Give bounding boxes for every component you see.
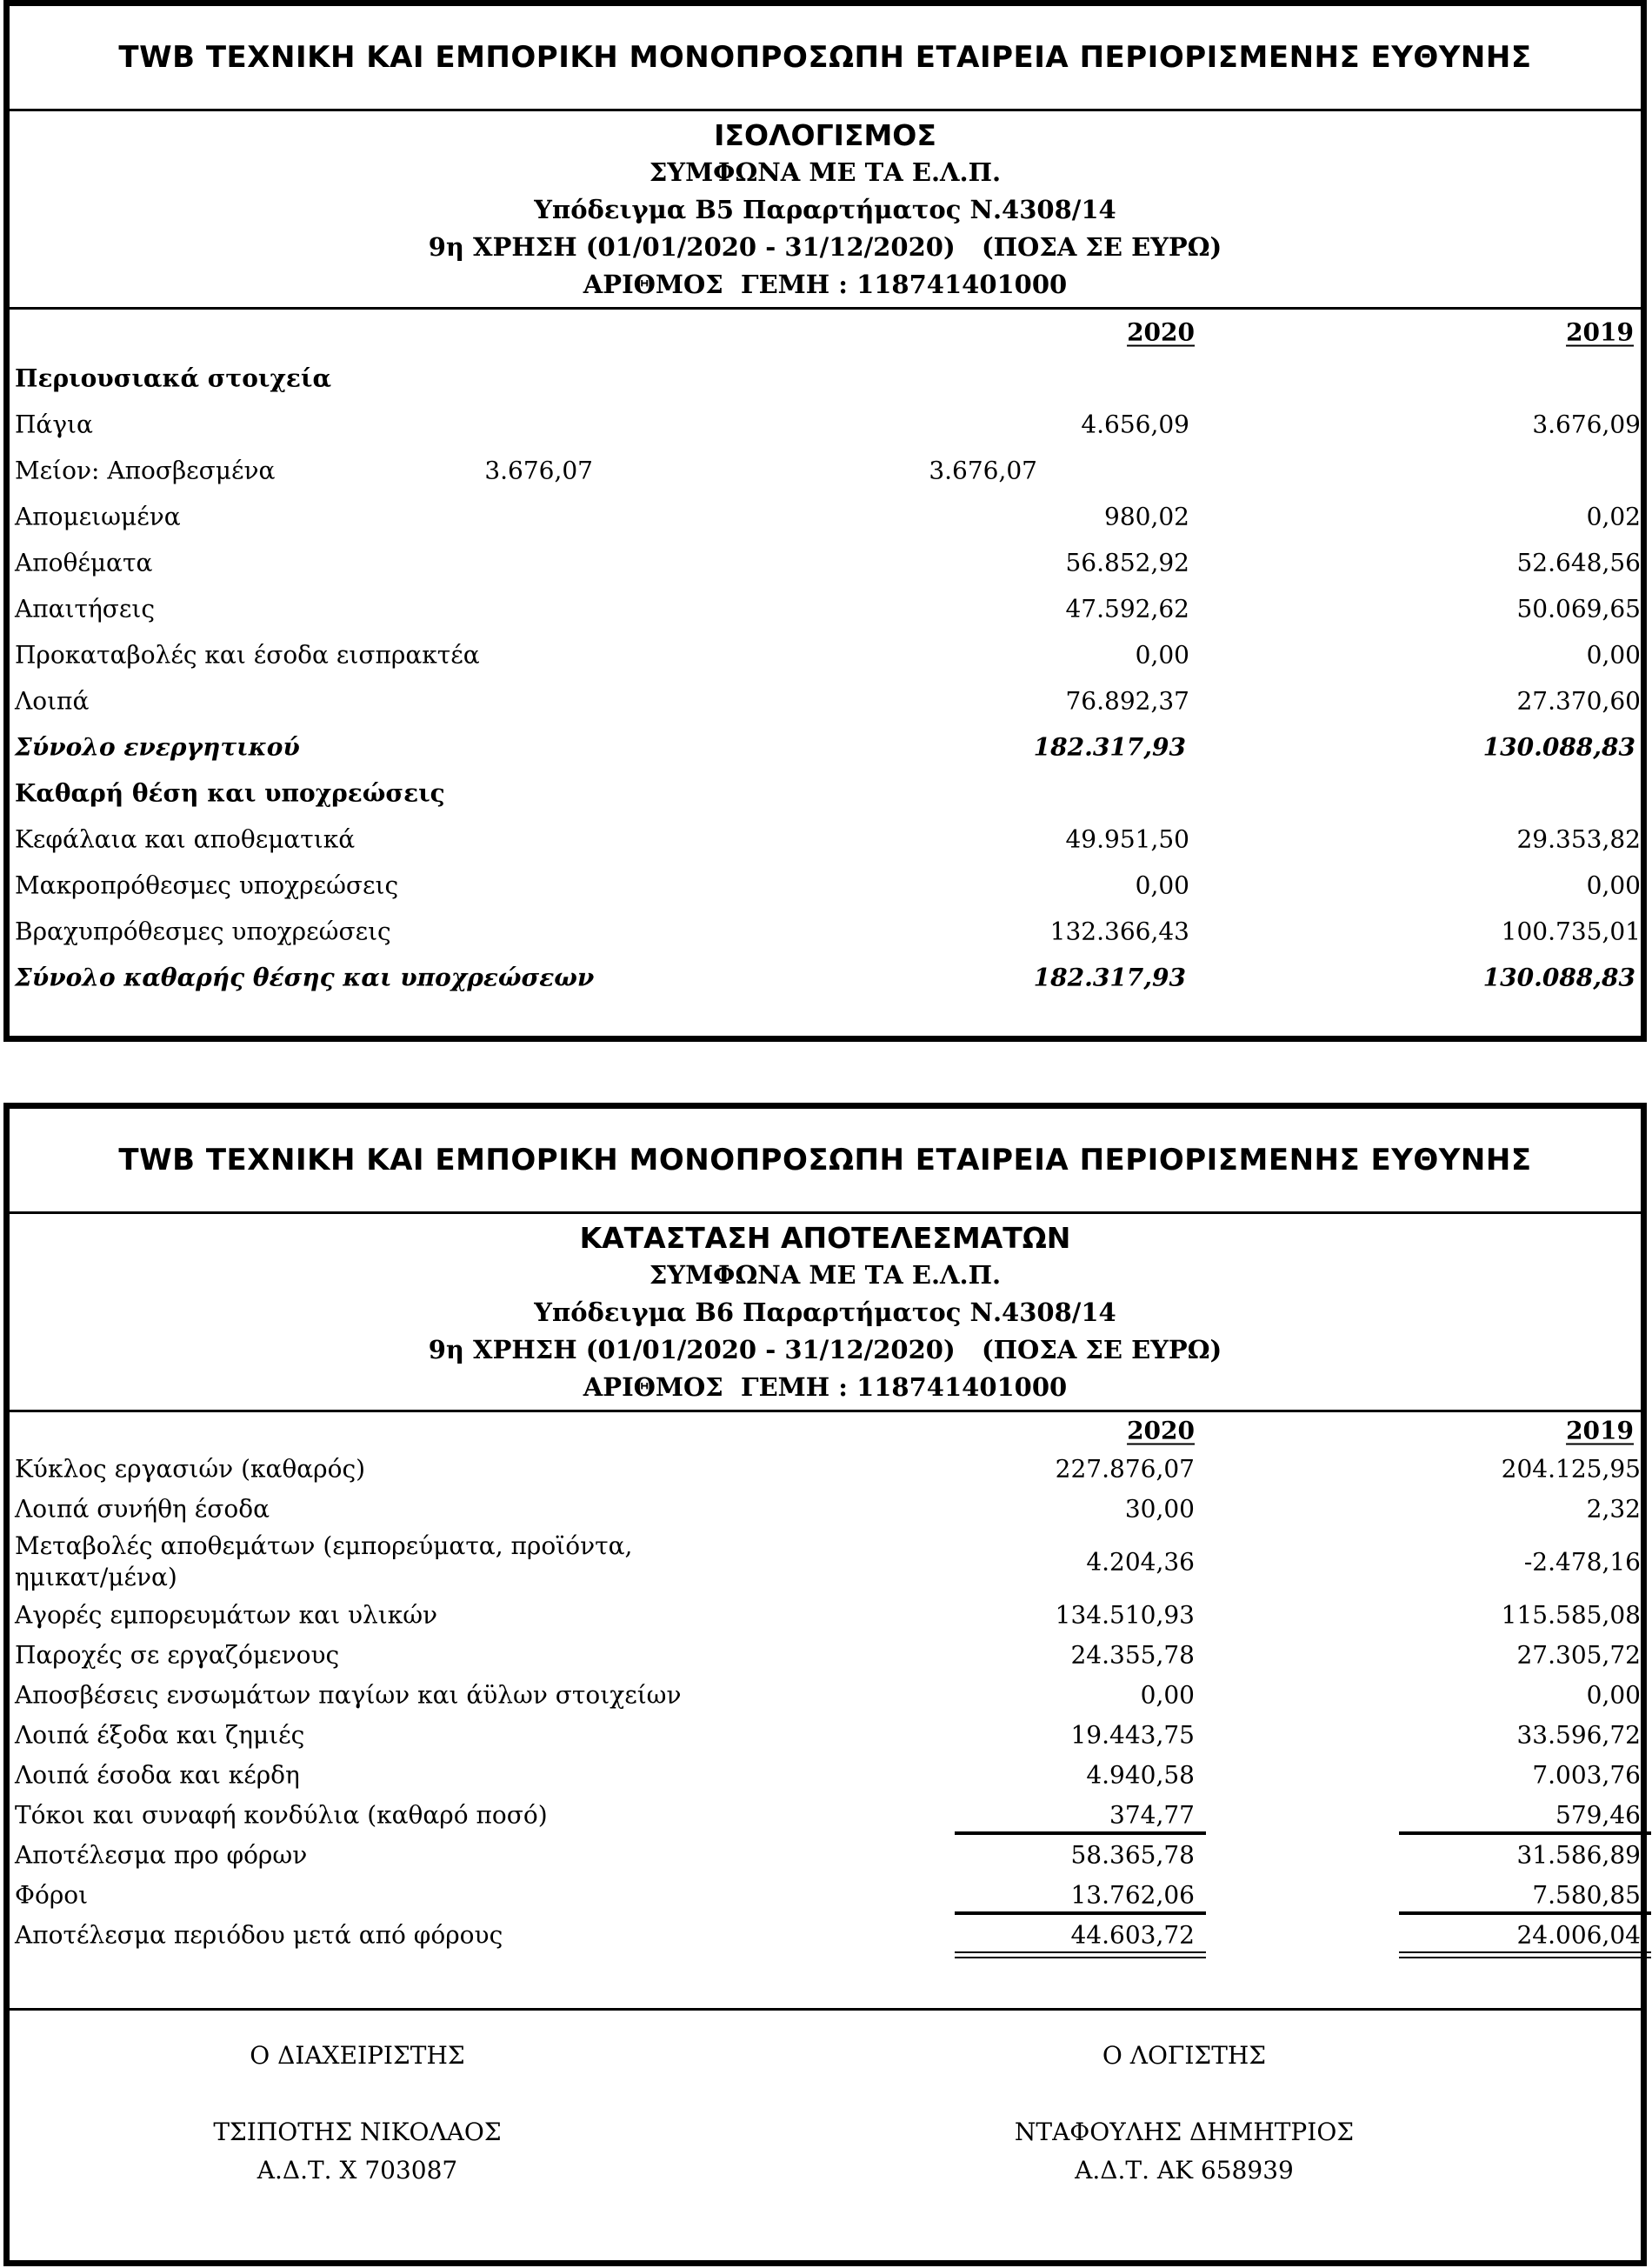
table-row xyxy=(10,677,1641,724)
value-2019: 3.676,09 xyxy=(1532,410,1641,438)
value-2020: 4.204,36 xyxy=(1086,1547,1195,1577)
row-label: Απαιτήσεις xyxy=(15,594,156,623)
value-2020: 58.365,78 xyxy=(1070,1840,1195,1870)
value-2019: 579,46 xyxy=(1555,1800,1641,1830)
signature-block xyxy=(10,2008,1641,2260)
value-2020: 56.852,92 xyxy=(1065,548,1189,577)
manager-name: ΤΣΙΠΟΤΗΣ ΝΙΚΟΛΑΟΣ xyxy=(213,2118,502,2146)
value-2020: 4.940,58 xyxy=(1086,1760,1195,1790)
table-row xyxy=(10,447,1641,493)
balance-sheet-header xyxy=(10,111,1641,310)
subtitle-template: Υπόδειγμα Β5 Παραρτήματος Ν.4308/14 xyxy=(534,195,1116,224)
accountant-name: ΝΤΑΦΟΥΛΗΣ ΔΗΜΗΤΡΙΟΣ xyxy=(1014,2118,1355,2146)
row-label: Απομειωμένα xyxy=(15,502,181,530)
value-2020: 980,02 xyxy=(1104,502,1189,530)
value-2020: 374,77 xyxy=(1109,1800,1195,1830)
accountant-role: Ο ΛΟΓΙΣΤΗΣ xyxy=(1102,2041,1267,2070)
value-2019: 31.586,89 xyxy=(1516,1840,1641,1870)
table-row xyxy=(10,631,1641,677)
section-heading xyxy=(10,355,1641,401)
row-label: Μεταβολές αποθεμάτων (εμπορεύματα, προϊόντα, ημικατ/μένα) xyxy=(15,1531,633,1591)
document-title: ΙΣΟΛΟΓΙΣΜΟΣ xyxy=(714,118,936,152)
table-row xyxy=(10,1595,1641,1635)
subvalue-2019: 3.676,07 xyxy=(929,456,1037,484)
income-statement-header xyxy=(10,1214,1641,1412)
year-2019-header: 2019 xyxy=(1566,317,1634,347)
row-label: Φόροι xyxy=(15,1880,89,1910)
value-2019: 52.648,56 xyxy=(1516,548,1641,577)
value-2019: 27.305,72 xyxy=(1516,1640,1641,1670)
row-label: Καθαρή θέση και υποχρεώσεις xyxy=(15,778,445,807)
table-row xyxy=(10,1715,1641,1755)
subvalue-2020: 3.676,07 xyxy=(484,456,593,484)
row-label: Αποθέματα xyxy=(15,548,153,577)
row-label: Αποτέλεσμα περιόδου μετά από φόρους xyxy=(15,1920,503,1950)
value-2019: 27.370,60 xyxy=(1516,686,1641,715)
section-heading xyxy=(10,770,1641,816)
table-row xyxy=(10,1915,1641,1955)
row-label: Σύνολο ενεργητικού xyxy=(15,732,300,761)
row-label: Κεφάλαια και αποθεματικά xyxy=(15,824,356,853)
row-label: Κύκλος εργασιών (καθαρός) xyxy=(15,1454,366,1484)
table-row xyxy=(10,1489,1641,1529)
value-2020: 44.603,72 xyxy=(1070,1920,1195,1950)
total-assets-row xyxy=(10,724,1641,770)
value-2019: 2,32 xyxy=(1586,1494,1641,1524)
total-double-rule-2019 xyxy=(1399,1951,1651,1958)
value-2019: 7.003,76 xyxy=(1532,1760,1641,1790)
row-label: Λοιπά συνήθη έσοδα xyxy=(15,1494,270,1524)
value-2020: 76.892,37 xyxy=(1065,686,1189,715)
row-label: Αποσβέσεις ενσωμάτων παγίων και άϋλων στοιχείων xyxy=(15,1680,682,1710)
value-2020: 182.317,93 xyxy=(1033,963,1186,991)
value-2019: 0,02 xyxy=(1586,502,1641,530)
value-2020: 30,00 xyxy=(1124,1494,1195,1524)
value-2019: 0,00 xyxy=(1586,1680,1641,1710)
row-label: Λοιπά xyxy=(15,686,90,715)
table-row xyxy=(10,1755,1641,1795)
table-row xyxy=(10,1875,1641,1915)
value-2020: 19.443,75 xyxy=(1070,1720,1195,1750)
row-label: Μείον: Αποσβεσμένα xyxy=(15,456,276,484)
subtitle-gemi: ΑΡΙΘΜΟΣ ΓΕΜΗ : 118741401000 xyxy=(583,270,1068,299)
value-2019: 33.596,72 xyxy=(1516,1720,1641,1750)
value-2019: 29.353,82 xyxy=(1516,824,1641,853)
value-2020: 0,00 xyxy=(1140,1680,1195,1710)
row-label: Βραχυπρόθεσμες υποχρεώσεις xyxy=(15,917,391,945)
document-title: ΚΑΤΑΣΤΑΣΗ ΑΠΟΤΕΛΕΣΜΑΤΩΝ xyxy=(579,1221,1071,1255)
value-2020: 49.951,50 xyxy=(1065,824,1189,853)
accountant-id: Α.Δ.Τ. ΑΚ 658939 xyxy=(1075,2156,1294,2185)
value-2020: 134.510,93 xyxy=(1055,1600,1195,1630)
value-2019: 7.580,85 xyxy=(1532,1880,1641,1910)
balance-sheet xyxy=(3,0,1647,1042)
value-2020: 24.355,78 xyxy=(1070,1640,1195,1670)
manager-role: Ο ΔΙΑΧΕΙΡΙΣΤΗΣ xyxy=(250,2041,465,2070)
value-2020: 132.366,43 xyxy=(1049,917,1189,945)
company-name: TWB ΤΕΧΝΙΚΗ ΚΑΙ ΕΜΠΟΡΙΚΗ ΜΟΝΟΠΡΟΣΩΠΗ ΕΤΑΙΡΕΙΑ ΠΕΡΙΟΡΙΣΜΕΝΗΣ ΕΥΘΥΝΗΣ xyxy=(10,1109,1641,1214)
subtitle-period: 9η ΧΡΗΣΗ (01/01/2020 - 31/12/2020) (ΠΟΣΑ ΣΕ ΕΥΡΩ) xyxy=(428,232,1222,262)
row-label: Τόκοι και συναφή κονδύλια (καθαρό ποσό) xyxy=(15,1800,548,1830)
total-liabilities-row xyxy=(10,954,1641,1000)
row-label: Αγορές εμπορευμάτων και υλικών xyxy=(15,1600,438,1630)
value-2020: 13.762,06 xyxy=(1070,1880,1195,1910)
table-row xyxy=(10,401,1641,447)
year-header-row xyxy=(10,310,1641,355)
value-2020: 0,00 xyxy=(1135,871,1189,899)
income-statement xyxy=(3,1103,1647,2266)
year-2020-header: 2020 xyxy=(1127,1416,1195,1445)
subtitle-period: 9η ΧΡΗΣΗ (01/01/2020 - 31/12/2020) (ΠΟΣΑ ΣΕ ΕΥΡΩ) xyxy=(428,1335,1222,1364)
row-label: Λοιπά έξοδα και ζημιές xyxy=(15,1720,305,1750)
value-2019: 115.585,08 xyxy=(1501,1600,1641,1630)
row-label: Λοιπά έσοδα και κέρδη xyxy=(15,1760,300,1790)
value-2019: 50.069,65 xyxy=(1516,594,1641,623)
year-header-row xyxy=(10,1412,1641,1449)
value-2019: -2.478,16 xyxy=(1523,1547,1641,1577)
year-2019-header: 2019 xyxy=(1566,1416,1634,1445)
value-2019: 130.088,83 xyxy=(1482,732,1635,761)
table-row xyxy=(10,1795,1641,1835)
value-2020: 182.317,93 xyxy=(1033,732,1186,761)
row-label: Αποτέλεσμα προ φόρων xyxy=(15,1840,308,1870)
table-row xyxy=(10,1635,1641,1675)
table-row xyxy=(10,539,1641,585)
table-row xyxy=(10,1835,1641,1875)
value-2019: 0,00 xyxy=(1586,871,1641,899)
table-row xyxy=(10,862,1641,908)
subtitle-gemi: ΑΡΙΘΜΟΣ ΓΕΜΗ : 118741401000 xyxy=(583,1372,1068,1402)
table-row xyxy=(10,585,1641,631)
table-row xyxy=(10,1675,1641,1715)
value-2020: 0,00 xyxy=(1135,640,1189,669)
row-label: Περιουσιακά στοιχεία xyxy=(15,364,331,392)
manager-id: Α.Δ.Τ. Χ 703087 xyxy=(256,2156,458,2185)
value-2020: 227.876,07 xyxy=(1055,1454,1195,1484)
row-label: Σύνολο καθαρής θέσης και υποχρεώσεων xyxy=(15,963,595,991)
total-double-rule-2020 xyxy=(955,1951,1206,1958)
value-2020: 4.656,09 xyxy=(1081,410,1189,438)
year-2020-header: 2020 xyxy=(1127,317,1195,347)
row-label: Παροχές σε εργαζόμενους xyxy=(15,1640,340,1670)
value-2019: 130.088,83 xyxy=(1482,963,1635,991)
row-label: Προκαταβολές και έσοδα εισπρακτέα xyxy=(15,640,480,669)
table-row xyxy=(10,908,1641,954)
subtitle-standards: ΣΥΜΦΩΝΑ ΜΕ ΤΑ Ε.Λ.Π. xyxy=(649,157,1002,187)
table-row xyxy=(10,1449,1641,1489)
value-2020: 47.592,62 xyxy=(1065,594,1189,623)
value-2019: 100.735,01 xyxy=(1501,917,1641,945)
row-label: Πάγια xyxy=(15,410,93,438)
table-row xyxy=(10,816,1641,862)
accountant-signature xyxy=(923,2037,1445,2193)
value-2019: 0,00 xyxy=(1586,640,1641,669)
subtitle-template: Υπόδειγμα Β6 Παραρτήματος Ν.4308/14 xyxy=(534,1297,1116,1327)
value-2019: 24.006,04 xyxy=(1516,1920,1641,1950)
table-row xyxy=(10,1529,1641,1595)
row-label: Μακροπρόθεσμες υποχρεώσεις xyxy=(15,871,399,899)
value-2019: 204.125,95 xyxy=(1501,1454,1641,1484)
table-row xyxy=(10,493,1641,539)
company-name: TWB ΤΕΧΝΙΚΗ ΚΑΙ ΕΜΠΟΡΙΚΗ ΜΟΝΟΠΡΟΣΩΠΗ ΕΤΑΙΡΕΙΑ ΠΕΡΙΟΡΙΣΜΕΝΗΣ ΕΥΘΥΝΗΣ xyxy=(10,6,1641,111)
manager-signature xyxy=(97,2037,618,2193)
subtitle-standards: ΣΥΜΦΩΝΑ ΜΕ ΤΑ Ε.Λ.Π. xyxy=(649,1260,1002,1290)
